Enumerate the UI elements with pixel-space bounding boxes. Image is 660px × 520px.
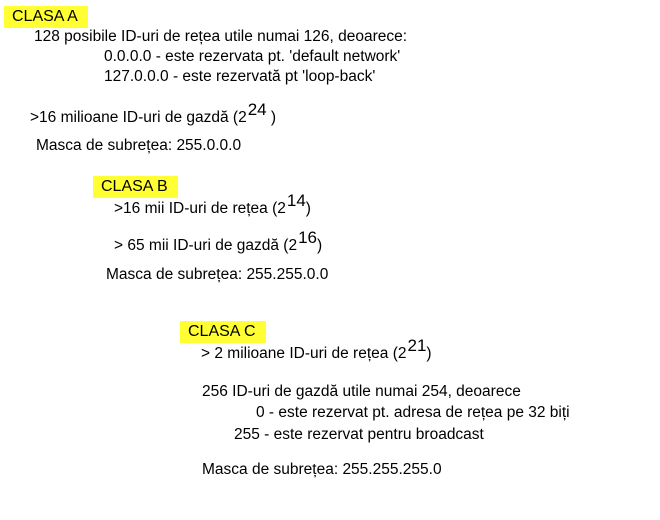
class-c-heading: CLASA C bbox=[180, 321, 266, 343]
class-b-network-ids-text: >16 mii ID-uri de rețea (2 bbox=[114, 200, 286, 217]
class-b-host-ids-close: ) bbox=[317, 237, 323, 254]
class-a-reserved-default: 0.0.0.0 - este rezervata pt. 'default network' bbox=[104, 48, 401, 65]
class-c-subnet-mask: Masca de subrețea: 255.255.255.0 bbox=[202, 461, 442, 478]
class-a-heading: CLASA A bbox=[4, 6, 88, 28]
class-c-network-ids-text: > 2 milioane ID-uri de rețea (2 bbox=[201, 345, 407, 362]
class-a-host-ids-exponent: 24 bbox=[247, 100, 267, 119]
class-c-reserved-broadcast: 255 - este rezervat pentru broadcast bbox=[234, 426, 484, 443]
class-c-network-ids bbox=[201, 336, 432, 363]
class-b-host-ids-exponent: 16 bbox=[298, 228, 317, 247]
class-b-host-ids-text: > 65 mii ID-uri de gazdă (2 bbox=[114, 237, 298, 254]
class-b-network-ids-close: ) bbox=[305, 200, 311, 217]
class-a-reserved-loopback: 127.0.0.0 - este rezervată pt 'loop-back' bbox=[104, 68, 376, 85]
class-b-heading: CLASA B bbox=[93, 176, 178, 198]
class-b-network-ids-exponent: 14 bbox=[286, 191, 306, 210]
class-a-network-ids: 128 posibile ID-uri de rețea utile numai 126, deoarece: bbox=[34, 28, 408, 45]
class-c-network-ids-close: ) bbox=[426, 345, 432, 362]
class-a-host-ids-text: >16 milioane ID-uri de gazdă (2 bbox=[30, 109, 247, 126]
class-a-host-ids-close: ) bbox=[266, 109, 277, 126]
class-a-subnet-mask: Masca de subrețea: 255.0.0.0 bbox=[36, 137, 242, 154]
class-b-subnet-mask: Masca de subrețea: 255.255.0.0 bbox=[106, 266, 329, 283]
class-b-network-ids bbox=[114, 191, 311, 218]
class-a-host-ids bbox=[30, 100, 277, 127]
class-b-host-ids bbox=[114, 228, 323, 255]
class-c-network-ids-exponent: 21 bbox=[407, 336, 427, 355]
class-c-reserved-network-address: 0 - este rezervat pt. adresa de rețea pe 32 biți bbox=[256, 404, 570, 421]
class-c-host-ids: 256 ID-uri de gazdă utile numai 254, deoarece bbox=[202, 383, 521, 400]
